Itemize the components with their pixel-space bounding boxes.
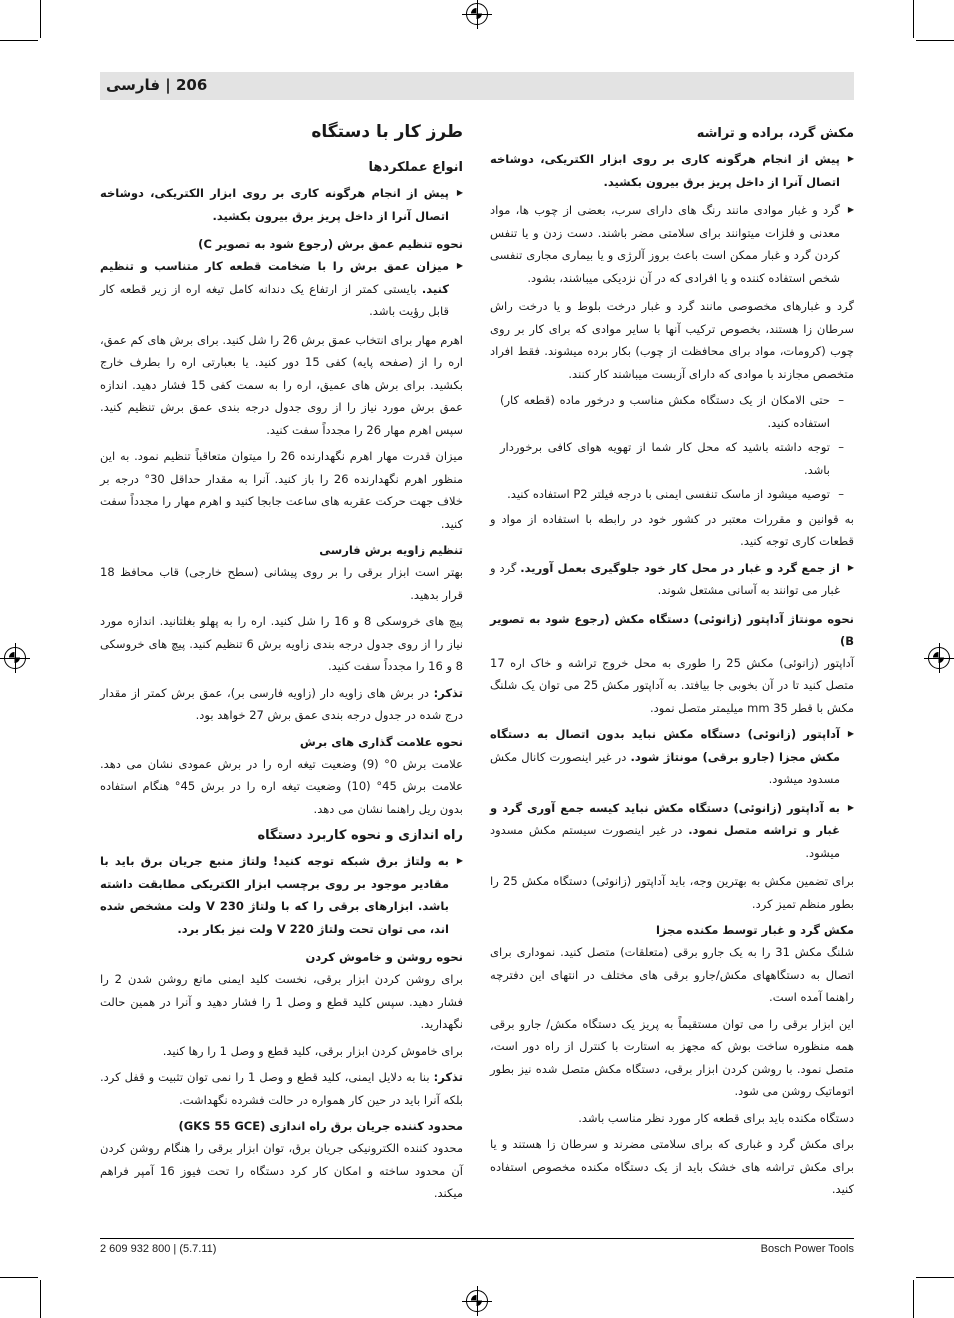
paragraph-switch-off: برای خاموش کردن ابزار برقی، کلید قطع و وصل 1 را رها کنید. <box>162 1043 463 1058</box>
crop-mark <box>916 1277 954 1278</box>
footer-divider <box>100 1238 854 1239</box>
heading-adapter-mounting: نحوه مونتاژ آداپتور (زانوئی) دستگاه مکش (رجوع شود به تصویر B) <box>490 611 854 648</box>
paragraph-regulations: به قوانین و مقررات معتبر در کشور خود در رابطه با استفاده از مواد و قطعات کاری توجه کنید. <box>490 511 854 548</box>
warning-adapter-bag: ▶ به آداپتور (زانوئی) دستگاه مکش نباید کیسه جمع آوری گرد و غبار و تراشه متصل نمود. در غیر اینصورت سیستم مکش مسدود میشود. <box>490 797 854 865</box>
footer-doc-number: 2 609 932 800 | (5.7.11) <box>100 1243 217 1255</box>
warning-unplug: ▶ پیش از انجام هرگونه کاری بر روی ابزار الکتریکی، دوشاخه اتصال آنرا از داخل پریز برق بیرون بکشید. <box>490 148 854 193</box>
dash-item-mask: – توصیه میشود از ماسک تنفسی ایمنی با درجه فیلتر P2 استفاده کنید. <box>490 483 854 506</box>
right-column <box>490 118 854 1205</box>
heading-cutting-marks: نحوه علامت گذاری های برش <box>299 734 463 749</box>
warning-voltage: ▶ به ولتاژ برق شبکه توجه کنید! ولتاژ منبع جریان برق باید با مقادیر موجود بر روی برچسب ابزار الکتریکی مطابقت داشته باشد. ابزارهای برقی را که با ولتاژ 230 V ولت مشخص شده اند، می توان تحت ولتاژ 220 V ولت نیز بکار برد. <box>100 850 463 940</box>
crop-mark <box>40 1280 41 1318</box>
note-switch: تذکر: بنا به دلایل ایمنی، کلید قطع و وصل 1 را نمی توان تثبیت و قفل کرد. بلکه آنرا باید در حین کار همواره در حالت فشرده نگهداشت. <box>100 1070 463 1107</box>
warning-adapter-external: ▶ آداپتور (زانوئی) دستگاه مکش نباید بدون اتصال به دستگاه مکش مجزا (جارو برقی) مونتاژ شود. در غیر اینصورت کانال مکش مسدود میشود. <box>490 723 854 791</box>
dash-item-ventilation: – توجه داشته باشید که محل کار شما از تهویه هوای کافی برخوردار باشد. <box>490 436 854 481</box>
crop-mark <box>916 40 954 41</box>
page-header <box>100 72 854 100</box>
crop-mark <box>0 40 38 41</box>
heading-switch-on-off: نحوه روشن و خاموش کردن <box>305 950 463 964</box>
paragraph-bevel-position: بهتر است ابزار برقی را بر روی پیشانی (سطح خارجی) قاب محافظ 18 قرار بدهید. <box>100 565 463 602</box>
registration-mark-icon <box>466 1290 488 1312</box>
crop-mark <box>40 0 41 38</box>
heading-startup: راه اندازی و نحوه کاربرد دستگاه <box>257 828 463 843</box>
registration-mark-icon <box>466 3 488 25</box>
paragraph-hose: شلنگ مکش 31 را به یک جارو برقی (متعلقات) متصل کنید. نموداری برای اتصال به دستگاههای مکش/جارو برقی های مختلف در انتهای این دفترچه راهنما آمده است. <box>490 945 854 1004</box>
paragraph-special-dust: گرد و غبارهای مخصوصی مانند گرد و غبار درخت بلوط و یا درخت راش سرطان زا هستند، بخصوص ترکیب آنها با سایر موادی که برای کار بر روی چوب (کرومات، مواد برای محافظت از چوب) بکار برده میشوند. فقط افراد متخصص مجازند با موادی که دارای آزبست میباشند کار کنند. <box>490 299 854 381</box>
warning-cutting-depth: ▶ میزان عمق برش را با ضخامت قطعه کار متناسب و تنظیم کنید. بایستی کمتر از ارتفاع یک دندانه کامل تیغه اره از زیر قطعه کار قابل رؤیت باشد. <box>100 255 463 323</box>
crop-mark <box>913 1280 914 1318</box>
crop-mark <box>0 1277 38 1278</box>
heading-operation-modes: انواع عملکردها <box>368 160 463 175</box>
paragraph-special-extractor: برای مکش گرد و غباری که برای سلامتی مضرند و سرطان زا هستند و یا برای مکش تراشه های خشک باید از یک دستگاه مکنده مخصوص استفاده کنید. <box>490 1137 854 1196</box>
heading-starting-current: محدود کننده جریان برق راه اندازی (GKS 55 GCE) <box>178 1119 463 1133</box>
paragraph-starting-current: محدود کننده الکترونیکی جریان برق، توان ابزار برقی را هنگام روشن کردن آن محدود ساخته و امکان کار کرد دستگاه را تحت فیوز 16 آمپر فراهم میکند. <box>100 1141 463 1200</box>
warning-dust-health: ▶ گرد و غبار موادی مانند رنگ های دارای سرب، بعضی از چوب ها، مواد معدنی و فلزات میتوانند برای سلامتی مضر باشند. دست زدن و یا تنفس کردن گرد و غبار ممکن است باعث بروز آلرژی و یا بیماری مجاری تنفسی شخص استفاده کننده و یا افرادی که در آن نزدیکی میباشند، بشود. <box>490 199 854 289</box>
paragraph-adapter-clean: برای تضمین مکش به بهترین وجه، باید آداپتور (زانوئی) دستگاه مکش 25 را بطور منظم تمیز کرد. <box>490 874 854 911</box>
section-title-dust-extraction: مکش گرد، براده و تراشه <box>696 126 854 141</box>
paragraph-bevel-screws: پیچ های خروسکی 8 و 16 را شل کنید. اره را به پهلو بغلتانید. اندازه مورد نیاز را از روی جدول درجه بندی زاویه برش 6 تنظیم کنید. پیچ های خروسکی 8 و 16 را مجدداً سفت کنید. <box>100 614 464 673</box>
paragraph-clamping-force: میزان قدرت مهار اهرم نگهدارنده 26 را میتوان متعاقباً تنظیم نمود. به این منظور اهرم نگهدارنده 26 را باز کنید. آنرا به مقدار حداقل 30° درجه بر خلاف جهت حرکت عقربه های ساعت جابجا کنید و اهرم مهار را مجدداً سفت کنید. <box>100 449 463 531</box>
paragraph-switch-on: برای روشن کردن ابزار برقی، نخست کلید ایمنی مانع روشن شدن 2 را فشار دهید. سپس کلید قطع و وصل 1 را فشار دهید و آنرا در همین حالت نگهدارید. <box>100 972 463 1031</box>
paragraph-suitable-extractor: دستگاه مکنده باید برای قطعه کار مورد نظر مناسب باشد. <box>578 1110 854 1125</box>
heading-cutting-depth: نحوه تنظیم عمق برش (رجوع شود به تصویر C) <box>198 237 463 251</box>
registration-mark-icon <box>4 647 26 669</box>
page-number-label: 206 | فارسی <box>106 76 208 94</box>
crop-mark <box>913 0 914 38</box>
heading-external-extraction: مکش گرد و غبار توسط مکنده مجزا <box>655 923 854 937</box>
footer-brand: Bosch Power Tools <box>760 1243 854 1255</box>
warning-unplug-left: ▶ پیش از انجام هرگونه کاری بر روی ابزار الکتریکی، دوشاخه اتصال آنرا از داخل پریز برق بیرون بکشید. <box>100 182 463 227</box>
section-title-operation: طرز کار با دستگاه <box>311 122 463 142</box>
heading-bevel-angle: تنظیم زاویه برش فارسی <box>319 543 463 557</box>
note-bevel: تذکر: در برش های زاویه دار (زاویه فارسی بر)، عمق برش کمتر از مقدار درج شده در جدول درجه بندی عمق برش 27 خواهد بود. <box>100 685 463 722</box>
paragraph-direct-connect: این ابزار برقی را می توان مستقیماً به پریز یک دستگاه مکش/ جارو برقی همه منظوره ساخت بوش که مجهز به استارت با کنترل از راه دور است، متصل نمود. با روشن کردن ابزار برقی، دستگاه مکش متصل شده نیز بطور اتوماتیک روشن می شود. <box>490 1016 854 1098</box>
left-column <box>100 118 463 1209</box>
paragraph-adapter: آداپتور (زانوئی) مکش 25 را طوری به محل خروج تراشه و خاک اره 17 متصل کنید تا در آن بخوبی جا بیافتد. به آداپتور مکش 25 می توان یک شلنگ مکش با قطر 35 mm میلیمتر متصل نمود. <box>490 655 854 715</box>
warning-dust-accumulation: ▶ از جمع گرد و غبار در محل کار خود جلوگیری بعمل آورید. گرد و غبار می توانند به آسانی مشتعل شوند. <box>490 557 854 602</box>
dash-item-extraction: – حتی الامکان از یک دستگاه مکش مناسب و درخور ماده (قطعه کار) استفاده کنید. <box>490 389 854 434</box>
registration-mark-icon <box>928 647 950 669</box>
paragraph-depth-lever: اهرم مهار برای انتخاب عمق برش 26 را شل کنید. برای برش های کم عمق، اره را از (صفحه پایه) کفی 15 دور کنید. یا بعبارتی اره را بطرف خارج بکشید. برای برش های عمیق، اره را به سمت کفی 15 فشار دهید. اندازه عمق برش مورد نیاز را از روی جدول درجه بندی عمق برش تنظیم کنید. سپس اهرم مهار 26 را مجدداً سفت کنید. <box>100 332 463 437</box>
paragraph-cutting-marks: علامت برش 0° (9) وضعیت تیغه اره را در برش عمودی نشان می دهد. علامت برش 45° (10) وضعیت تیغه اره را در برش 45° هنگام استفاده بدون ریل راهنما نشان می دهد. <box>100 756 463 816</box>
